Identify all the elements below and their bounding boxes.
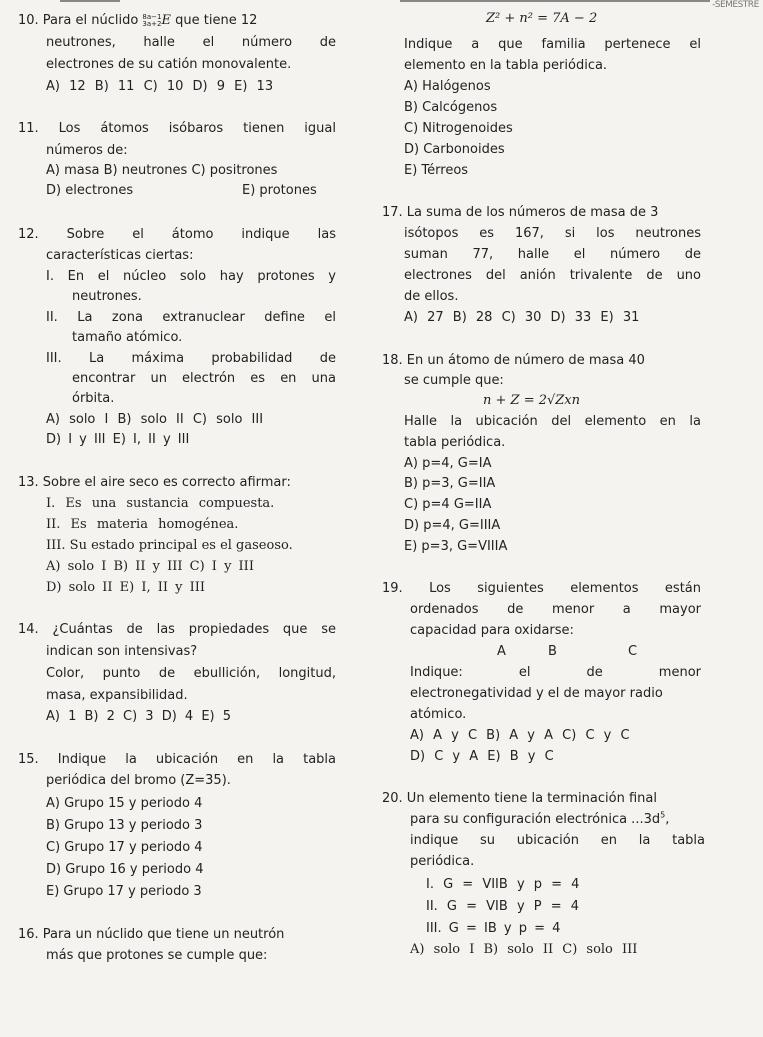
q20-item1: I. G = VIIB y p = 4 — [426, 877, 580, 892]
q20-line1: 20. Un elemento tiene la terminación final — [382, 791, 657, 806]
q13-line1: 13. Sobre el aire seco es correcto afirmar: — [18, 475, 291, 490]
q20-options: A) solo I B) solo II C) solo III — [410, 942, 638, 957]
q12-item2b: tamaño atómico. — [72, 330, 183, 345]
q10-line1: 10. Para el núclido 8a−1 3a+2 E que tiene 12 — [18, 12, 258, 28]
q18-option-a: A) p=4, G=IA — [404, 456, 492, 471]
q17-line5: de ellos. — [404, 289, 459, 304]
q15-line2: periódica del bromo (Z=35). — [46, 773, 231, 788]
family-option-b: B) Calcógenos — [404, 100, 498, 115]
q19-options-row1: A) A y C B) A y A C) C y C — [410, 728, 630, 743]
q11-line2: números de: — [46, 143, 128, 158]
q12-item2: II. La zona extranuclear define el — [46, 310, 336, 325]
q13-item1: I. Es una sustancia compuesta. — [46, 496, 275, 511]
q11-option-e: E) protones — [242, 183, 317, 198]
q19-options-row2: D) C y A E) B y C — [410, 749, 554, 764]
q18-line2: se cumple que: — [404, 373, 504, 388]
q17-line2: isótopos es 167, si los neutrones — [404, 226, 701, 241]
q15-option-b: B) Grupo 13 y periodo 3 — [46, 818, 203, 833]
q18-line1: 18. En un átomo de número de masa 40 — [382, 353, 645, 368]
q15-option-a: A) Grupo 15 y periodo 4 — [46, 796, 203, 811]
q15-option-d: D) Grupo 16 y periodo 4 — [46, 862, 204, 877]
q16-line2: más que protones se cumple que: — [46, 948, 268, 963]
q18-line4: tabla periódica. — [404, 435, 506, 450]
family-option-d: D) Carbonoides — [404, 142, 505, 157]
q15-option-e: E) Grupo 17 y periodo 3 — [46, 884, 202, 899]
family-line1: Indique a que familia pertenece el — [404, 37, 701, 52]
q12-line1: 12. Sobre el átomo indique las — [18, 227, 336, 242]
q12-options-row1: A) solo I B) solo II C) solo III — [46, 412, 264, 427]
q20-line3: indique su ubicación en la tabla — [410, 833, 705, 848]
nuclide-notation: 8a−1 3a+2 — [142, 12, 162, 28]
q10-line3: electrones de su catión monovalente. — [46, 57, 292, 72]
q19-line3: capacidad para oxidarse: — [410, 623, 574, 638]
q14-options: A) 1 B) 2 C) 3 D) 4 E) 5 — [46, 709, 232, 724]
q18-equation: n + Z = 2√Zxn — [483, 393, 581, 408]
q15-line1: 15. Indique la ubicación en la tabla — [18, 752, 336, 767]
q14-line3: Color, punto de ebullición, longitud, — [46, 666, 336, 681]
q13-options-row1: A) solo I B) II y III C) I y III — [46, 559, 254, 574]
q12-item3c: órbita. — [72, 391, 115, 406]
q10-line2: neutrones, halle el número de — [46, 35, 336, 50]
header-fragment: -SEMESTRE — [712, 0, 759, 10]
q12-item3: III. La máxima probabilidad de — [46, 351, 336, 366]
q17-line3: suman 77, halle el número de — [404, 247, 701, 262]
q17-options: A) 27 B) 28 C) 30 D) 33 E) 31 — [404, 310, 640, 325]
family-line2: elemento en la tabla periódica. — [404, 58, 608, 73]
q20-line2: para su configuración electrónica $...3d^5$, — [410, 810, 670, 827]
q20-line4: periódica. — [410, 854, 475, 869]
top-rule-left — [60, 0, 120, 2]
q17-line1: 17. La suma de los números de masa de 3 — [382, 205, 659, 220]
q19-line4: Indique: el de menor — [410, 665, 701, 680]
q19-seq-b: B — [548, 644, 557, 659]
q13-options-row2: D) solo II E) I, II y III — [46, 580, 206, 595]
q20-item2: II. G = VIB y P = 4 — [426, 899, 580, 914]
q19-line1: 19. Los siguientes elementos están — [382, 581, 701, 596]
family-option-c: C) Nitrogenoides — [404, 121, 513, 136]
q18-option-e: E) p=3, G=VIIIA — [404, 539, 508, 554]
top-rule-right — [400, 0, 710, 2]
q18-line3: Halle la ubicación del elemento en la — [404, 414, 701, 429]
q10-options: A) 12 B) 11 C) 10 D) 9 E) 13 — [46, 79, 274, 94]
q19-line5: electronegatividad y el de mayor radio — [410, 686, 663, 701]
q18-option-d: D) p=4, G=IIIA — [404, 518, 501, 533]
q11-option-d: D) electrones — [46, 183, 134, 198]
q18-option-c: C) p=4 G=IIA — [404, 497, 492, 512]
q19-seq-c: C — [628, 644, 638, 659]
q19-line2: ordenados de menor a mayor — [410, 602, 701, 617]
q12-item1b: neutrones. — [72, 289, 142, 304]
q14-line4: masa, expansibilidad. — [46, 688, 188, 703]
top-equation: Z² + n² = 7A − 2 — [486, 11, 598, 26]
q13-item3: III. Su estado principal es el gaseoso. — [46, 538, 293, 553]
q18-option-b: B) p=3, G=IIA — [404, 476, 496, 491]
family-option-a: A) Halógenos — [404, 79, 491, 94]
q11-line1: 11. Los átomos isóbaros tienen igual — [18, 121, 336, 136]
q12-line2: características ciertas: — [46, 248, 194, 263]
q17-line4: electrones del anión trivalente de uno — [404, 268, 701, 283]
q20-item3: III. G = IB y p = 4 — [426, 921, 561, 936]
q14-line1: 14. ¿Cuántas de las propiedades que se — [18, 622, 336, 637]
q12-item1: I. En el núcleo solo hay protones y — [46, 269, 336, 284]
q13-item2: II. Es materia homogénea. — [46, 517, 239, 532]
q11-options-row1: A) masa B) neutrones C) positrones — [46, 163, 278, 178]
q19-line6: atómico. — [410, 707, 467, 722]
q19-seq-a: A — [497, 644, 506, 659]
q12-options-row2: D) I y III E) I, II y III — [46, 432, 190, 447]
q14-line2: indican son intensivas? — [46, 644, 198, 659]
q12-item3b: encontrar un electrón es en una — [72, 371, 336, 386]
q15-option-c: C) Grupo 17 y periodo 4 — [46, 840, 203, 855]
q16-line1: 16. Para un núclido que tiene un neutrón — [18, 927, 285, 942]
family-option-e: E) Térreos — [404, 163, 469, 178]
